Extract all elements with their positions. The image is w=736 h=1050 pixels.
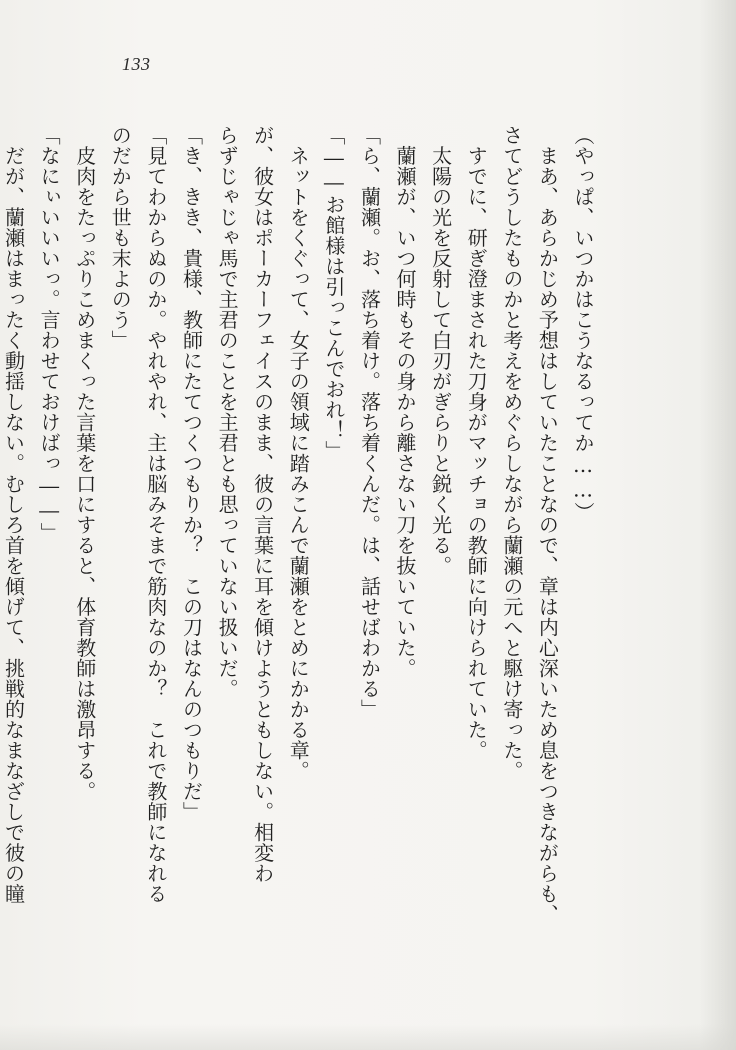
text-line: 皮肉をたっぷりこめまくった言葉を口にすると、体育教師は激昂する。 [72, 125, 97, 802]
text-line: （やっぱ、いつかはこうなるってか……） [571, 125, 595, 523]
text-line: 「――お館様は引っこんでおれ！」 [321, 125, 346, 461]
text-line: さてどうしたものかと考えをめぐらしながら蘭瀬の元へと駆け寄った。 [499, 125, 524, 781]
text-line: 「なにぃいいいっ。言わせておけばっ――」 [37, 125, 62, 543]
page-number: 133 [122, 54, 151, 74]
text-line: すでに、研ぎ澄まされた刀身がマッチョの教師に向けられていた。 [464, 125, 489, 761]
vertical-text-block [1, 125, 600, 935]
text-line: 「き、きき、貴様、教師にたてつくつもりか？ この刀はなんのつもりだ」 [179, 125, 204, 822]
text-line: まあ、あらかじめ予想はしていたことなので、章は内心深いため息をつきながらも、 [535, 125, 560, 925]
page-edge-shadow-right [700, 0, 736, 1050]
text-line: 太陽の光を反射して白刃がぎらりと鋭く光る。 [428, 125, 453, 576]
page-edge-shadow-bottom [0, 1024, 736, 1050]
text-line: だが、蘭瀬はまったく動揺しない。むしろ首を傾げて、挑戦的なまなざしで彼の瞳 [1, 125, 26, 904]
text-line: ネットをくぐって、女子の領域に踏みこんで蘭瀬をとめにかかる章。 [286, 125, 311, 781]
text-line: のだから世も末よのう」 [108, 125, 133, 351]
text-line: 「ら、蘭瀬。お、落ち着け。落ち着くんだ。は、話せばわかる」 [357, 125, 382, 720]
text-line: 蘭瀬が、いつ何時もその身から離さない刀を抜いていた。 [393, 125, 418, 679]
text-line: が、彼女はポーカーフェイスのまま、彼の言葉に耳を傾けようともしない。相変わ [250, 125, 275, 884]
text-line: らずじゃじゃ馬で主君のことを主君とも思っていない扱いだ。 [215, 125, 240, 699]
text-line: 「見てわからぬのか。やれやれ、主は脳みそまで筋肉なのか？ これで教師になれる [143, 125, 168, 904]
